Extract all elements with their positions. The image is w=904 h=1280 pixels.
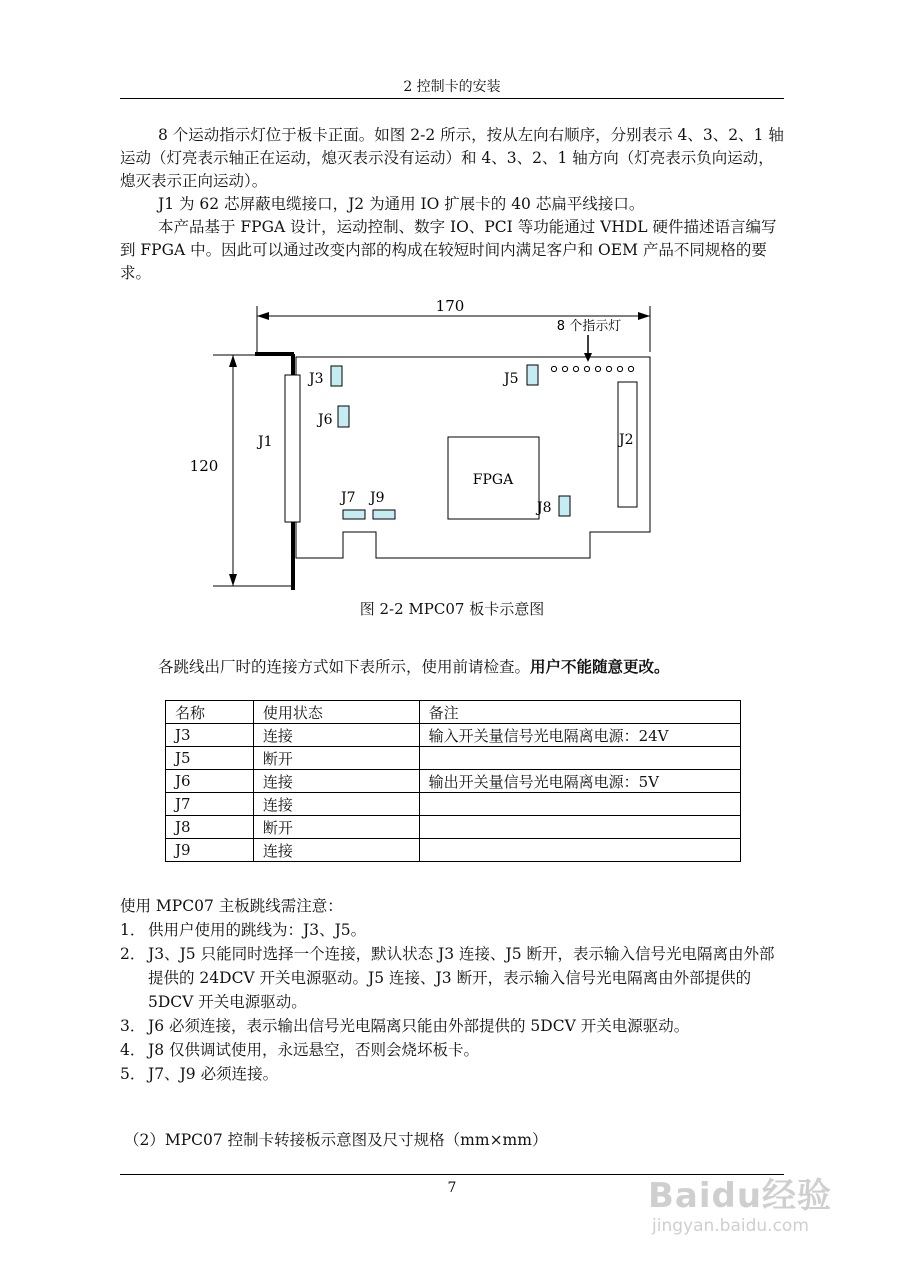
jumper-intro (120, 656, 784, 679)
dim-170-label: 170 (435, 297, 465, 315)
list-item (120, 1014, 784, 1038)
page-header: 2 控制卡的安装 (403, 79, 501, 95)
led-6 (606, 366, 611, 371)
j7-label: J7 (341, 490, 356, 506)
notes-title: 使用 MPC07 主板跳线需注意： (120, 897, 343, 915)
table-cell (419, 839, 740, 862)
led-3 (573, 366, 578, 371)
table-row (166, 770, 741, 793)
header-status: 使用状态 (253, 701, 419, 724)
j6-jumper (338, 406, 349, 427)
jumper-intro-warning: 用户不能随意更改。 (530, 658, 670, 676)
j1-connector (285, 375, 300, 522)
table-cell: 断开 (253, 747, 419, 770)
table-cell: J7 (166, 793, 254, 816)
table-cell: 连接 (253, 839, 419, 862)
led-7 (617, 366, 622, 371)
j5-label: J5 (504, 371, 519, 387)
table-cell: 连接 (253, 770, 419, 793)
j3-label: J3 (309, 371, 324, 387)
list-item (120, 1038, 784, 1062)
table-row (166, 747, 741, 770)
header-rule (120, 98, 784, 99)
header-remark: 备注 (419, 701, 740, 724)
list-text: J8 仅供调试使用，永远悬空，否则会烧坏板卡。 (148, 1041, 480, 1059)
led-5 (595, 366, 600, 371)
table-header-row (166, 701, 741, 724)
j2-label: J2 (619, 432, 634, 448)
led-label: 8 个指示灯 (556, 319, 622, 334)
dim-170-arrow-left (257, 312, 269, 320)
table-cell: 连接 (253, 793, 419, 816)
j1-label: J1 (258, 434, 273, 450)
table-cell (419, 793, 740, 816)
list-item (120, 918, 784, 942)
page-number: 7 (447, 1180, 457, 1196)
table-cell (419, 747, 740, 770)
j9-label: J9 (370, 490, 385, 506)
section-heading: （2）MPC07 控制卡转接板示意图及尺寸规格（mm×mm） (124, 1131, 548, 1149)
jumper-notes (120, 894, 784, 1086)
list-item (120, 942, 784, 1014)
dim-120-arrow-bottom (229, 574, 237, 586)
led-1 (551, 366, 556, 371)
table-cell: J3 (166, 724, 254, 747)
list-text: J3、J5 只能同时选择一个连接，默认状态 J3 连接、J5 断开，表示输入信号光电隔离由外部提供的 24DCV 开关电源驱动。J5 连接、J3 断开，表示输入信号光电隔离由外部提供的 5DCV 开关电源驱动。 (148, 945, 775, 1011)
j9-jumper (373, 510, 395, 519)
jumper-table (165, 700, 741, 862)
j8-jumper (559, 496, 570, 516)
led-indicators (551, 366, 633, 371)
list-number: 2． (120, 945, 146, 963)
j7-jumper (343, 510, 365, 519)
j3-jumper (331, 366, 342, 386)
table-row (166, 724, 741, 747)
table-cell: 输出开关量信号光电隔离电源：5V (419, 770, 740, 793)
fpga-label: FPGA (472, 472, 514, 488)
jumper-intro-text: 各跳线出厂时的连接方式如下表所示，使用前请检查。 (158, 658, 531, 676)
list-text: J7、J9 必须连接。 (148, 1065, 279, 1083)
watermark-logo: Baidu经验 (648, 1176, 833, 1216)
figure-caption: 图 2-2 MPC07 板卡示意图 (359, 600, 545, 618)
dim-170-arrow-right (638, 312, 650, 320)
list-number: 1． (120, 921, 146, 939)
j6-label: J6 (318, 412, 333, 428)
dim-120-label: 120 (189, 457, 219, 475)
table-cell: J6 (166, 770, 254, 793)
list-text: 供用户使用的跳线为：J3、J5。 (148, 921, 367, 939)
j5-jumper (527, 365, 538, 385)
table-cell: 断开 (253, 816, 419, 839)
led-2 (562, 366, 567, 371)
table-cell: J8 (166, 816, 254, 839)
table-cell (419, 816, 740, 839)
paragraph-leds: 8 个运动指示灯位于板卡正面。如图 2-2 所示，按从左向右顺序，分别表示 4、3、2、1 轴运动（灯亮表示轴正在运动，熄灭表示没有运动）和 4、3、2、1 轴方向（灯亮表示负向运动，熄灭表示正向运动）。 (120, 126, 784, 190)
led-4 (584, 366, 589, 371)
paragraph-fpga: 本产品基于 FPGA 设计，运动控制、数字 IO、PCI 等功能通过 VHDL 硬件描述语言编写到 FPGA 中。因此可以通过改变内部的构成在较短时间内满足客户和 OEM 产品不同规格的要求。 (120, 218, 777, 282)
list-text: J6 必须连接，表示输出信号光电隔离只能由外部提供的 5DCV 开关电源驱动。 (148, 1017, 690, 1035)
led-8 (628, 366, 633, 371)
table-row (166, 816, 741, 839)
header-name: 名称 (166, 701, 254, 724)
table-row (166, 793, 741, 816)
watermark-url: jingyan.baidu.com (652, 1216, 809, 1236)
table-cell: J9 (166, 839, 254, 862)
j8-label: J8 (537, 500, 552, 516)
dim-120-arrow-top (229, 355, 237, 367)
board-diagram (0, 290, 904, 620)
body-text (120, 124, 784, 285)
table-cell: J5 (166, 747, 254, 770)
table-row (166, 839, 741, 862)
list-item (120, 1062, 784, 1086)
paragraph-connectors: J1 为 62 芯屏蔽电缆接口，J2 为通用 IO 扩展卡的 40 芯扁平线接口。 (158, 195, 645, 213)
list-number: 5． (120, 1065, 146, 1083)
list-number: 4． (120, 1041, 146, 1059)
table-cell: 连接 (253, 724, 419, 747)
table-cell: 输入开关量信号光电隔离电源：24V (419, 724, 740, 747)
list-number: 3． (120, 1017, 146, 1035)
